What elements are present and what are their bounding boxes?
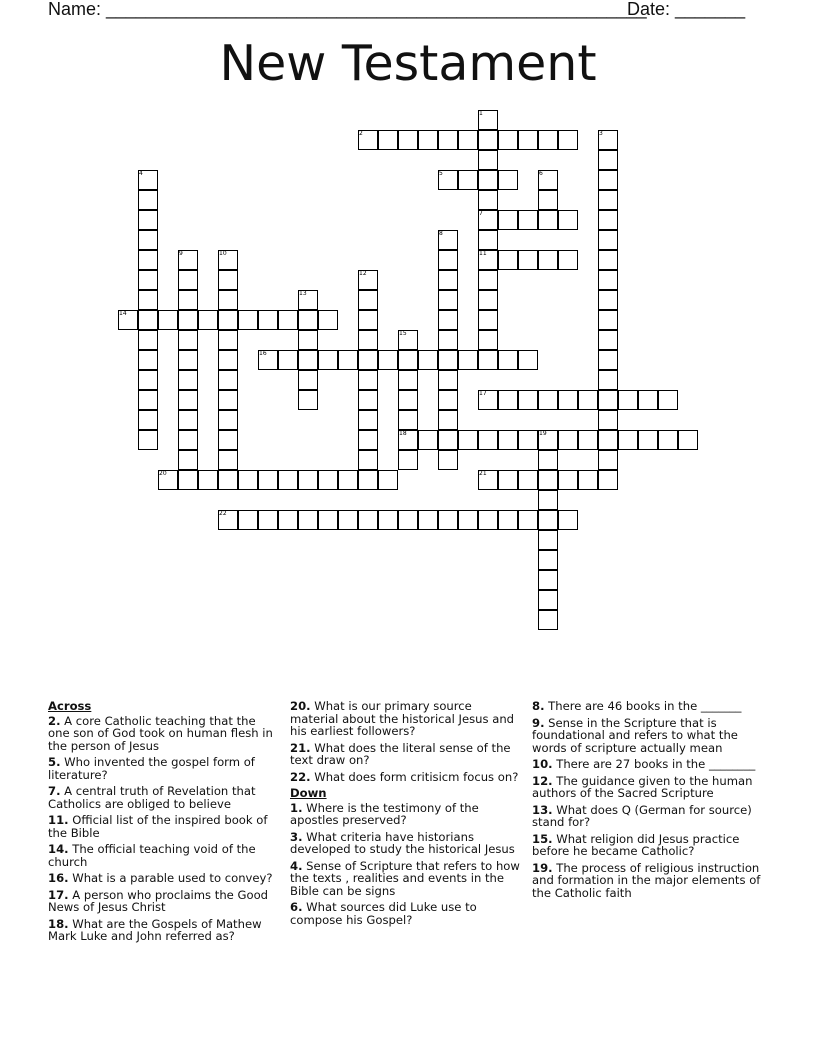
clue-item — [290, 802, 522, 827]
crossword-cell[interactable] — [438, 330, 458, 350]
clue-text: What does Q (German for source) stand for? — [532, 802, 752, 829]
crossword-cell[interactable] — [358, 450, 378, 470]
clue-text: Who invented the gospel form of literature? — [48, 755, 255, 782]
clue-number: 19. — [532, 860, 553, 875]
clue-number: 7. — [48, 784, 61, 798]
crossword-cell[interactable] — [478, 430, 498, 450]
crossword-cell[interactable] — [378, 510, 398, 530]
clue-text: What religion did Jesus practice before he became Catholic? — [532, 831, 740, 858]
crossword-cell[interactable] — [518, 130, 538, 150]
crossword-cell[interactable] — [538, 390, 558, 410]
crossword-cell[interactable] — [238, 470, 258, 490]
clue-column-1 — [48, 700, 280, 947]
crossword-cell[interactable] — [218, 330, 238, 350]
crossword-cell[interactable] — [478, 150, 498, 170]
crossword-cell[interactable] — [318, 350, 338, 370]
crossword-cell[interactable] — [358, 510, 378, 530]
clue-text: Official list of the inspired book of the Bible — [48, 813, 268, 840]
crossword-cell[interactable] — [538, 490, 558, 510]
crossword-cell[interactable] — [218, 450, 238, 470]
clue-number: 21. — [290, 740, 311, 755]
crossword-cell[interactable] — [518, 210, 538, 230]
crossword-cell[interactable] — [598, 330, 618, 350]
date-field-label: Date: _______ — [627, 0, 746, 19]
clue-number-label: 14 — [119, 310, 127, 317]
clue-text: What is our primary source material about the historical Jesus and his earliest followers? — [290, 699, 515, 738]
crossword-cell[interactable] — [438, 370, 458, 390]
crossword-cell[interactable] — [138, 370, 158, 390]
crossword-cell[interactable] — [458, 430, 478, 450]
crossword-cell[interactable] — [458, 130, 478, 150]
crossword-cell[interactable] — [178, 290, 198, 310]
clue-number-label: 19 — [539, 430, 547, 437]
crossword-cell[interactable] — [138, 270, 158, 290]
crossword-cell[interactable] — [418, 430, 438, 450]
crossword-cell[interactable] — [538, 510, 558, 530]
crossword-cell[interactable] — [298, 510, 318, 530]
clue-text: Sense in the Scripture that is foundational and refers to what the words of scripture actually mean — [532, 715, 738, 755]
crossword-cell[interactable] — [478, 510, 498, 530]
crossword-cell[interactable] — [558, 130, 578, 150]
crossword-cell[interactable] — [218, 470, 238, 490]
crossword-cell[interactable] — [158, 310, 178, 330]
crossword-cell[interactable] — [538, 610, 558, 630]
clue-number-label: 16 — [259, 350, 267, 357]
crossword-cell[interactable] — [358, 390, 378, 410]
crossword-cell[interactable] — [358, 310, 378, 330]
clue-item — [48, 785, 280, 810]
clue-text: A central truth of Revelation that Catholics are obliged to believe — [48, 784, 256, 811]
crossword-cell[interactable] — [218, 410, 238, 430]
crossword-cell[interactable] — [498, 510, 518, 530]
clue-number-label: 15 — [399, 330, 407, 337]
crossword-cell[interactable] — [138, 230, 158, 250]
crossword-cell[interactable] — [418, 350, 438, 370]
clue-list — [532, 700, 764, 899]
crossword-cell[interactable] — [278, 310, 298, 330]
crossword-cell[interactable] — [398, 390, 418, 410]
clue-number-label: 12 — [359, 270, 367, 277]
crossword-cell[interactable] — [598, 410, 618, 430]
clue-number: 13. — [532, 802, 553, 817]
clue-item — [532, 758, 764, 771]
crossword-cell[interactable] — [478, 130, 498, 150]
crossword-cell[interactable] — [358, 330, 378, 350]
crossword-cell[interactable] — [438, 390, 458, 410]
crossword-cell[interactable] — [418, 130, 438, 150]
crossword-cell[interactable] — [178, 450, 198, 470]
crossword-cell[interactable] — [358, 410, 378, 430]
clue-item — [532, 717, 764, 755]
clue-number: 14. — [48, 842, 69, 856]
clue-number-label: 11 — [479, 250, 487, 257]
crossword-cell[interactable] — [378, 130, 398, 150]
crossword-cell[interactable] — [498, 250, 518, 270]
crossword-cell[interactable] — [518, 430, 538, 450]
crossword-cell[interactable] — [138, 430, 158, 450]
crossword-cell[interactable] — [218, 350, 238, 370]
crossword-cell[interactable] — [598, 350, 618, 370]
crossword-cell[interactable] — [398, 510, 418, 530]
clue-number-label: 8 — [439, 230, 443, 237]
crossword-cell[interactable] — [538, 470, 558, 490]
crossword-cell[interactable] — [438, 410, 458, 430]
crossword-cell[interactable] — [458, 350, 478, 370]
crossword-cell[interactable] — [538, 130, 558, 150]
clue-item — [48, 756, 280, 781]
clue-text: What sources did Luke use to compose his Gospel? — [290, 900, 477, 927]
crossword-cell[interactable] — [218, 310, 238, 330]
clue-text: What does form critisicm focus on? — [310, 769, 519, 784]
crossword-cell[interactable] — [658, 430, 678, 450]
crossword-cell[interactable] — [538, 450, 558, 470]
crossword-cell[interactable] — [598, 290, 618, 310]
clue-list — [48, 715, 280, 943]
clue-text: What are the Gospels of Mathew Mark Luke and John referred as? — [48, 916, 262, 943]
crossword-cell[interactable] — [338, 350, 358, 370]
across-heading: Across — [48, 699, 92, 713]
clue-number-label: 2 — [359, 130, 363, 137]
crossword-cell[interactable] — [278, 510, 298, 530]
clue-number: 9. — [532, 715, 545, 730]
crossword-cell[interactable] — [318, 310, 338, 330]
crossword-cell[interactable] — [298, 310, 318, 330]
clue-number-label: 6 — [539, 170, 543, 177]
crossword-cell[interactable] — [298, 350, 318, 370]
clue-number: 11. — [48, 813, 69, 827]
crossword-cell[interactable] — [578, 470, 598, 490]
crossword-cell[interactable] — [558, 510, 578, 530]
crossword-cell[interactable] — [358, 370, 378, 390]
clue-number-label: 17 — [479, 390, 487, 397]
crossword-cell[interactable] — [358, 470, 378, 490]
clue-number-label: 4 — [139, 170, 143, 177]
clue-number-label: 10 — [219, 250, 227, 257]
crossword-cell[interactable] — [218, 390, 238, 410]
crossword-cell[interactable] — [598, 450, 618, 470]
crossword-cell[interactable] — [598, 230, 618, 250]
crossword-cell[interactable] — [518, 390, 538, 410]
crossword-cell[interactable] — [458, 170, 478, 190]
crossword-cell[interactable] — [298, 370, 318, 390]
clue-number: 2. — [48, 713, 61, 728]
clue-item — [48, 872, 280, 885]
crossword-cell[interactable] — [598, 210, 618, 230]
crossword-cell[interactable] — [598, 430, 618, 450]
crossword-cell[interactable] — [138, 290, 158, 310]
crossword-cell[interactable] — [398, 410, 418, 430]
crossword-cell[interactable] — [438, 450, 458, 470]
clue-text: The process of religious instruction and formation in the major elements of the Catholic faith — [532, 860, 761, 900]
crossword-cell[interactable] — [258, 310, 278, 330]
crossword-cell[interactable] — [478, 270, 498, 290]
crossword-cell[interactable] — [398, 370, 418, 390]
crossword-cell[interactable] — [438, 250, 458, 270]
crossword-cell[interactable] — [138, 210, 158, 230]
crossword-cell[interactable] — [398, 350, 418, 370]
clue-number-label: 21 — [479, 470, 487, 477]
clue-column-2 — [290, 700, 522, 930]
clue-number: 22. — [290, 769, 311, 784]
clue-item — [290, 901, 522, 926]
clue-item — [532, 775, 764, 800]
crossword-cell[interactable] — [178, 350, 198, 370]
crossword-cell[interactable] — [178, 310, 198, 330]
clue-text: Sense of Scripture that refers to how the texts , realities and events in the Bible can be signs — [290, 858, 520, 898]
crossword-cell[interactable] — [478, 330, 498, 350]
crossword-cell[interactable] — [298, 470, 318, 490]
clue-list — [290, 700, 522, 783]
crossword-cell[interactable] — [438, 290, 458, 310]
clue-item — [290, 742, 522, 767]
crossword-cell[interactable] — [598, 270, 618, 290]
clue-number: 5. — [48, 755, 61, 769]
clue-text: What does the literal sense of the text draw on? — [290, 740, 511, 767]
crossword-cell[interactable] — [338, 470, 358, 490]
crossword-cell[interactable] — [558, 430, 578, 450]
crossword-cell[interactable] — [518, 510, 538, 530]
clue-number: 15. — [532, 831, 553, 846]
clue-number: 4. — [290, 858, 303, 873]
clue-item — [48, 889, 280, 914]
clue-item — [290, 700, 522, 738]
clue-item — [48, 814, 280, 839]
crossword-cell[interactable] — [538, 210, 558, 230]
crossword-cell[interactable] — [178, 330, 198, 350]
crossword-cell[interactable] — [598, 390, 618, 410]
clue-number: 20. — [290, 699, 311, 713]
clue-item — [532, 862, 764, 900]
clue-item — [48, 843, 280, 868]
crossword-cell[interactable] — [138, 310, 158, 330]
clue-number: 6. — [290, 900, 303, 914]
crossword-cell[interactable] — [498, 350, 518, 370]
clue-text: The guidance given to the human authors of the Sacred Scripture — [532, 773, 753, 800]
crossword-cell[interactable] — [178, 390, 198, 410]
crossword-cell[interactable] — [498, 430, 518, 450]
clue-text: The official teaching void of the church — [48, 842, 256, 869]
clue-list — [290, 802, 522, 927]
crossword-cell[interactable] — [478, 230, 498, 250]
crossword-cell[interactable] — [538, 550, 558, 570]
crossword-cell[interactable] — [178, 410, 198, 430]
crossword-cell[interactable] — [138, 190, 158, 210]
crossword-cell[interactable] — [558, 210, 578, 230]
crossword-cell[interactable] — [658, 390, 678, 410]
crossword-cell[interactable] — [598, 370, 618, 390]
clue-number-label: 3 — [599, 130, 603, 137]
clue-item — [532, 804, 764, 829]
crossword-cell[interactable] — [138, 250, 158, 270]
clue-text: What criteria have historians developed to study the historical Jesus — [290, 829, 515, 856]
crossword-cell[interactable] — [218, 430, 238, 450]
crossword-cell[interactable] — [298, 390, 318, 410]
clue-item — [290, 831, 522, 856]
crossword-cell[interactable] — [358, 290, 378, 310]
crossword-cell[interactable] — [558, 470, 578, 490]
clue-number-label: 22 — [219, 510, 227, 517]
clue-number: 1. — [290, 800, 303, 815]
name-field-label: Name: ______________________________________________________ — [48, 0, 647, 19]
crossword-cell[interactable] — [178, 430, 198, 450]
crossword-cell[interactable] — [598, 190, 618, 210]
clue-text: A core Catholic teaching that the one son of God took on human flesh in the person of Jesus — [48, 713, 273, 753]
crossword-cell[interactable] — [498, 210, 518, 230]
clue-number-label: 18 — [399, 430, 407, 437]
clue-number: 10. — [532, 757, 553, 771]
clue-item — [48, 918, 280, 943]
crossword-cell[interactable] — [598, 470, 618, 490]
clue-text: What is a parable used to convey? — [68, 871, 273, 885]
crossword-cell[interactable] — [358, 350, 378, 370]
crossword-cell[interactable] — [498, 470, 518, 490]
crossword-cell[interactable] — [418, 510, 438, 530]
clue-number: 3. — [290, 829, 303, 844]
crossword-cell[interactable] — [278, 470, 298, 490]
crossword-cell[interactable] — [438, 270, 458, 290]
crossword-cell[interactable] — [638, 430, 658, 450]
clue-text: There are 27 books in the ________ — [552, 757, 756, 771]
crossword-cell[interactable] — [238, 510, 258, 530]
clue-number-label: 7 — [479, 210, 483, 217]
crossword-cell[interactable] — [318, 470, 338, 490]
crossword-cell[interactable] — [538, 190, 558, 210]
clue-text: Where is the testimony of the apostles preserved? — [290, 800, 479, 827]
crossword-cell[interactable] — [478, 190, 498, 210]
crossword-cell[interactable] — [598, 250, 618, 270]
crossword-cell[interactable] — [578, 390, 598, 410]
crossword-cell[interactable] — [618, 390, 638, 410]
crossword-cell[interactable] — [538, 590, 558, 610]
clue-text: There are 46 books in the _______ — [544, 699, 742, 713]
crossword-cell[interactable] — [678, 430, 698, 450]
crossword-cell[interactable] — [218, 370, 238, 390]
clue-number: 8. — [532, 699, 545, 713]
clue-number: 12. — [532, 773, 553, 788]
crossword-cell[interactable] — [518, 250, 538, 270]
crossword-cell[interactable] — [458, 510, 478, 530]
crossword-cell[interactable] — [518, 470, 538, 490]
crossword-cell[interactable] — [438, 310, 458, 330]
crossword-cell[interactable] — [238, 310, 258, 330]
clue-number-label: 5 — [439, 170, 443, 177]
clue-text: A person who proclaims the Good News of Jesus Christ — [48, 887, 269, 914]
clue-item — [532, 833, 764, 858]
crossword-cell[interactable] — [398, 450, 418, 470]
crossword-cell[interactable] — [138, 390, 158, 410]
crossword-cell[interactable] — [298, 330, 318, 350]
crossword-cell[interactable] — [198, 310, 218, 330]
crossword-cell[interactable] — [478, 170, 498, 190]
crossword-cell[interactable] — [138, 350, 158, 370]
crossword-cell[interactable] — [598, 150, 618, 170]
crossword-cell[interactable] — [538, 250, 558, 270]
crossword-cell[interactable] — [498, 390, 518, 410]
clue-number-label: 9 — [179, 250, 183, 257]
crossword-cell[interactable] — [178, 470, 198, 490]
crossword-cell[interactable] — [438, 130, 458, 150]
crossword-cell[interactable] — [338, 510, 358, 530]
crossword-cell[interactable] — [478, 350, 498, 370]
crossword-cell[interactable] — [398, 130, 418, 150]
crossword-cell[interactable] — [178, 270, 198, 290]
crossword-cell[interactable] — [258, 510, 278, 530]
crossword-cell[interactable] — [178, 370, 198, 390]
crossword-cell[interactable] — [498, 130, 518, 150]
clue-number: 18. — [48, 916, 69, 931]
crossword-cell[interactable] — [278, 350, 298, 370]
crossword-cell[interactable] — [478, 290, 498, 310]
crossword-cell[interactable] — [378, 350, 398, 370]
crossword-cell[interactable] — [498, 170, 518, 190]
crossword-cell[interactable] — [538, 570, 558, 590]
clue-column-3 — [532, 700, 764, 903]
clue-item — [48, 715, 280, 753]
clue-number-label: 20 — [159, 470, 167, 477]
crossword-cell[interactable] — [438, 350, 458, 370]
clue-number: 17. — [48, 887, 69, 902]
crossword-cell[interactable] — [438, 510, 458, 530]
crossword-cell[interactable] — [218, 270, 238, 290]
crossword-cell[interactable] — [578, 430, 598, 450]
page-title: New Testament — [219, 35, 597, 92]
crossword-cell[interactable] — [558, 390, 578, 410]
crossword-cell[interactable] — [438, 430, 458, 450]
crossword-cell[interactable] — [258, 470, 278, 490]
crossword-cell[interactable] — [598, 170, 618, 190]
crossword-cell[interactable] — [618, 430, 638, 450]
clue-item — [532, 700, 764, 713]
clue-number-label: 13 — [299, 290, 307, 297]
crossword-cell[interactable] — [378, 470, 398, 490]
clue-item — [290, 860, 522, 898]
crossword-cell[interactable] — [538, 530, 558, 550]
crossword-cell[interactable] — [138, 330, 158, 350]
crossword-cell[interactable] — [638, 390, 658, 410]
crossword-cell[interactable] — [318, 510, 338, 530]
crossword-cell[interactable] — [138, 410, 158, 430]
crossword-cell[interactable] — [478, 310, 498, 330]
crossword-cell[interactable] — [198, 470, 218, 490]
crossword-cell[interactable] — [218, 290, 238, 310]
crossword-cell[interactable] — [358, 430, 378, 450]
crossword-cell[interactable] — [518, 350, 538, 370]
crossword-cell[interactable] — [598, 310, 618, 330]
crossword-cell[interactable] — [558, 250, 578, 270]
clue-number: 16. — [48, 871, 69, 885]
clue-item — [290, 771, 522, 784]
down-heading: Down — [290, 786, 327, 800]
clue-number-label: 1 — [479, 110, 483, 117]
